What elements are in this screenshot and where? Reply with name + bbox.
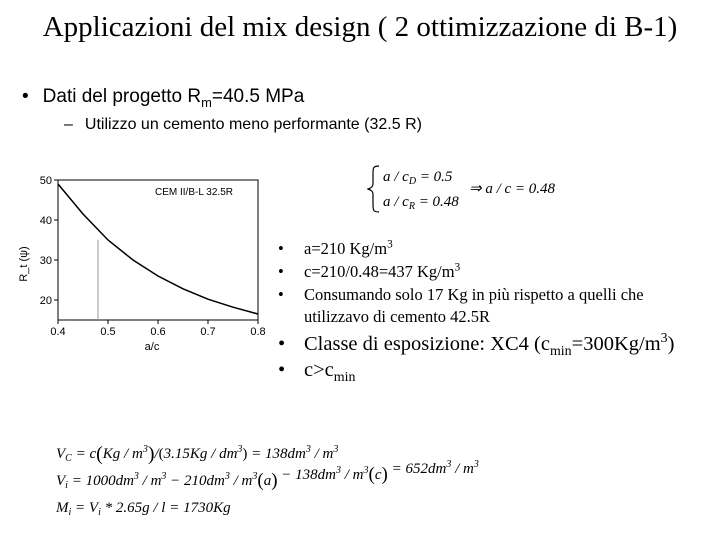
y-tick-label: 50 <box>39 175 52 187</box>
exposure-pre: Classe di esposizione: XC4 (c <box>304 333 550 355</box>
formula-vc: $V_C = c(Kg / m^3)/(3.15Kg / dm^3) = 138dm^3 / m^3$ <box>56 443 339 465</box>
sub-bullet-text: Utilizzo un cemento meno performante (32.5 R) <box>84 116 422 133</box>
list-item <box>278 284 698 328</box>
x-tick-label: 0.4 <box>50 326 66 338</box>
x-tick-label: 0.7 <box>200 326 216 338</box>
volume-formulas <box>56 438 516 522</box>
bullet-rest: =40.5 MPa <box>211 86 305 107</box>
bullet-dot: • <box>22 86 29 107</box>
eq-line-d: $a / c_D = 0.5$ <box>383 169 453 187</box>
bullet-dot: • <box>278 359 286 381</box>
chart-ticks <box>40 175 266 338</box>
cmin-pre: c>c <box>304 359 334 381</box>
chart-axes <box>58 180 258 320</box>
y-tick-label: 40 <box>39 215 52 227</box>
cmin-sub: min <box>333 370 356 386</box>
exposure-sub: min <box>549 344 572 360</box>
strength-curve <box>58 184 258 314</box>
bullet-text: Dati del progetto R <box>42 86 202 107</box>
list-text: c=210/0.48=437 Kg/m <box>304 262 455 281</box>
list-text: Consumando solo 17 Kg in più rispetto a quelli che utilizzavo di cemento 42.5R <box>304 285 644 326</box>
y-tick-label: 20 <box>39 295 52 307</box>
bullet-dot: • <box>278 262 284 281</box>
list-item <box>278 238 698 260</box>
exposure-sup: 3 <box>660 331 668 347</box>
bullet-project-data <box>22 86 304 108</box>
eq-line-r: $a / c_R = 0.48$ <box>383 194 459 212</box>
y-axis-label: R_t (ψ) <box>18 246 30 282</box>
eq-result: ⇒ a / c = 0.48 <box>469 181 556 197</box>
formula-vi: $V_i = 1000dm^3 / m^3 - 210dm^3 / m^3(a) - 138dm^3 / m^3(c) = 652dm^3 / m^3$ <box>56 459 479 491</box>
list-sup: 3 <box>454 261 461 274</box>
sub-bullet-cement <box>64 116 422 134</box>
x-tick-label: 0.5 <box>100 326 116 338</box>
chart-title: CEM II/B-L 32.5R <box>155 187 233 198</box>
x-tick-label: 0.6 <box>150 326 166 338</box>
bullet-dot: • <box>278 333 286 355</box>
mix-list <box>278 238 698 384</box>
ac-equation <box>367 164 582 214</box>
x-tick-label: 0.8 <box>250 326 266 338</box>
strength-chart <box>18 170 268 355</box>
exposure-post: ) <box>667 333 675 355</box>
formula-mi: $M_i = V_i * 2.65g / l = 1730Kg$ <box>56 500 231 518</box>
plot-frame <box>58 180 258 320</box>
page-title: Applicazioni del mix design ( 2 ottimizzazione di B-1) <box>42 11 678 43</box>
exposure-mid: =300Kg/m <box>571 333 661 355</box>
bullet-dot: • <box>278 239 284 258</box>
bullet-sub: m <box>201 94 212 110</box>
list-item <box>278 261 698 283</box>
y-tick-label: 30 <box>39 255 52 267</box>
list-item-exposure <box>278 331 698 360</box>
list-sup: 3 <box>387 238 393 251</box>
list-item-cmin <box>278 358 698 386</box>
brace-icon <box>368 166 379 212</box>
sub-bullet-dash: – <box>64 116 73 133</box>
list-text: a=210 Kg/m <box>304 239 388 258</box>
bullet-dot: • <box>278 285 284 304</box>
x-axis-label: a/c <box>144 341 160 353</box>
